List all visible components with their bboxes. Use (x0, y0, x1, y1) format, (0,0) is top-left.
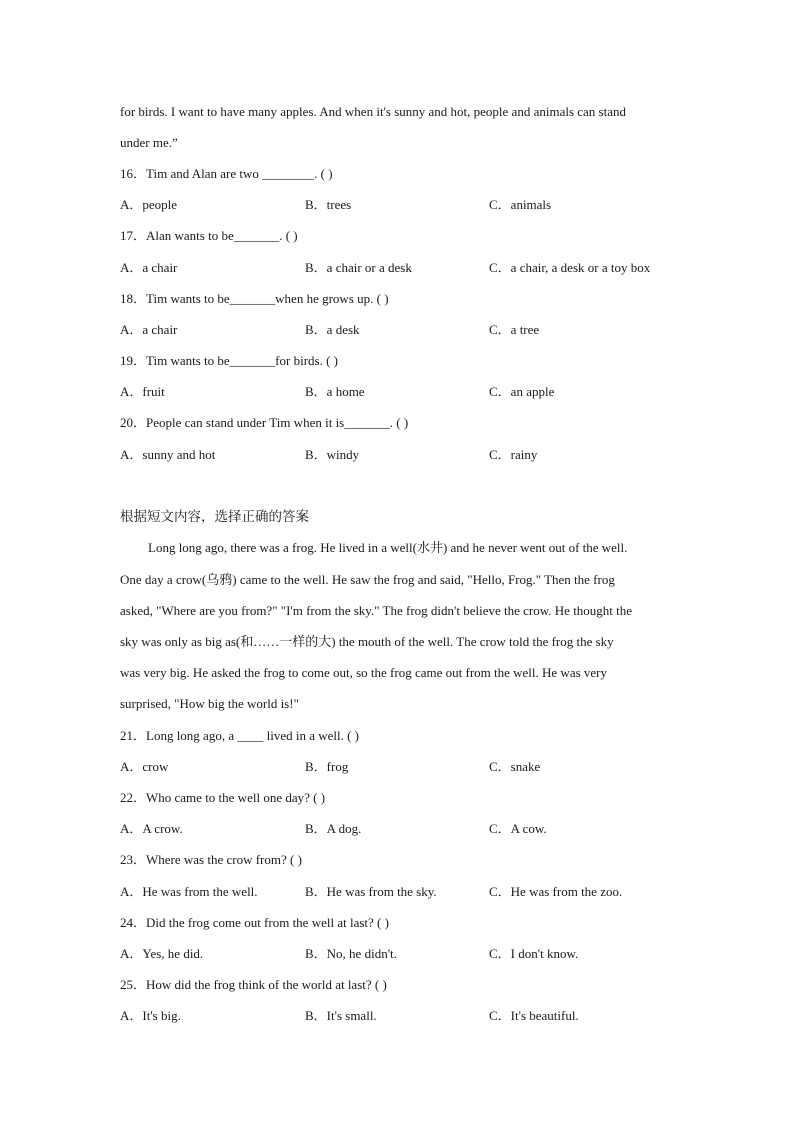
option-a: A．people (120, 197, 178, 212)
option-a: A．sunny and hot (120, 447, 216, 462)
passage1-line: for birds. I want to have many apples. And when it's sunny and hot, people and animals can stand (120, 104, 626, 119)
option-b: B．No, he didn't. (305, 946, 397, 961)
passage2-line: asked, "Where are you from?" "I'm from the sky." The frog didn't believe the crow. He thought the (120, 603, 633, 618)
option-a: A．Yes, he did. (120, 946, 204, 961)
option-b: B．a desk (305, 322, 360, 337)
question-20: 20．People can stand under Tim when it is_______. ( ) (120, 415, 409, 430)
question-17: 17．Alan wants to be_______. ( ) (120, 228, 298, 243)
question-24: 24．Did the frog come out from the well at last? ( ) (120, 915, 389, 930)
option-a: A．crow (120, 759, 169, 774)
section-heading: 根据短文内容，选择正确的答案 (120, 509, 309, 525)
option-c: C．It's beautiful. (489, 1008, 579, 1023)
question-21: 21．Long long ago, a ____ lived in a well. ( ) (120, 728, 360, 743)
question-19: 19．Tim wants to be_______for birds. ( ) (120, 353, 338, 368)
option-b: B．windy (305, 447, 360, 462)
option-a: A．fruit (120, 384, 165, 399)
option-b: B．It's small. (305, 1008, 377, 1023)
question-25: 25．How did the frog think of the world at last? ( ) (120, 977, 387, 992)
option-b: B．frog (305, 759, 349, 774)
passage2-line: Long long ago, there was a frog. He lived in a well(水井) and he never went out of the well. (148, 540, 628, 555)
passage2-line: One day a crow(乌鸦) came to the well. He saw the frog and said, "Hello, Frog." Then the frog (120, 572, 615, 587)
option-a: A．A crow. (120, 821, 183, 836)
option-c: C．He was from the zoo. (489, 884, 623, 899)
option-a: A．a chair (120, 260, 178, 275)
option-a: A．It's big. (120, 1008, 181, 1023)
question-23: 23．Where was the crow from? ( ) (120, 852, 302, 867)
option-b: B．a home (305, 384, 365, 399)
option-b: B．A dog. (305, 821, 362, 836)
passage2-line: was very big. He asked the frog to come out, so the frog came out from the well. He was very (120, 665, 607, 680)
question-16: 16．Tim and Alan are two ________. ( ) (120, 166, 333, 181)
option-b: B．trees (305, 197, 352, 212)
option-c: C．A cow. (489, 821, 547, 836)
question-18: 18．Tim wants to be_______when he grows up. ( ) (120, 291, 389, 306)
passage1-line: under me.” (120, 135, 178, 150)
question-22: 22．Who came to the well one day? ( ) (120, 790, 326, 805)
passage2-line: surprised, "How big the world is!" (120, 696, 299, 711)
option-c: C．a tree (489, 322, 540, 337)
option-c: C．an apple (489, 384, 555, 399)
option-c: C．a chair, a desk or a toy box (489, 260, 651, 275)
option-b: B．a chair or a desk (305, 260, 412, 275)
passage2-line: sky was only as big as(和……一样的大) the mouth of the well. The crow told the frog the sky (120, 634, 614, 649)
option-a: A．He was from the well. (120, 884, 258, 899)
option-c: C．animals (489, 197, 552, 212)
option-c: C．snake (489, 759, 541, 774)
option-c: C．I don't know. (489, 946, 579, 961)
option-c: C．rainy (489, 447, 538, 462)
option-b: B．He was from the sky. (305, 884, 437, 899)
option-a: A．a chair (120, 322, 178, 337)
